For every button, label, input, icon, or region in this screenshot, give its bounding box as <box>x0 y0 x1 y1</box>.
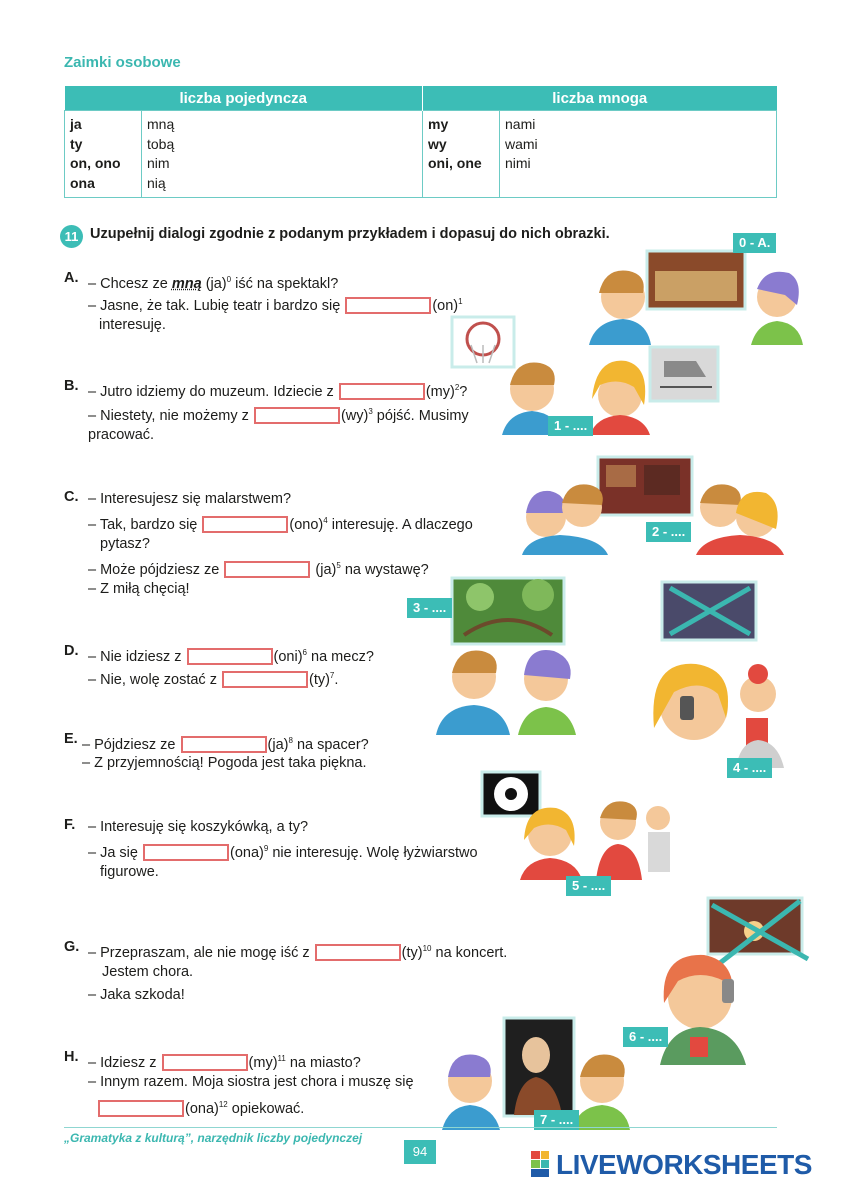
answer-box-1[interactable] <box>345 297 431 314</box>
picture-label-4: 4 - .... <box>727 758 772 778</box>
answer-box-6[interactable] <box>187 648 273 665</box>
dialog-f-line3: figurowe. <box>100 864 159 880</box>
illustration-park <box>430 575 590 735</box>
dialog-c-line3: pytasz? <box>100 536 150 552</box>
answer-box-4[interactable] <box>202 516 288 533</box>
answer-box-10[interactable] <box>315 944 401 961</box>
dialog-a-line2: – Jasne, że tak. Lubię teatr i bardzo się (on)$^1$ <box>88 297 463 314</box>
dialog-c-line4: – Może pójdziesz ze (ja)$^5$ na wystawę? <box>88 561 429 578</box>
answer-box-5[interactable] <box>224 561 310 578</box>
exercise-instruction: Uzupełnij dialogi zgodnie z podanym przykładem i dopasuj do nich obrazki. <box>90 226 610 242</box>
illustration-concert-sick <box>650 895 810 1065</box>
dialog-letter-g: G. <box>64 939 80 955</box>
dialog-letter-d: D. <box>64 643 79 659</box>
dialog-b-line1: – Jutro idziemy do muzeum. Idziecie z (my)$^2$? <box>88 383 468 400</box>
liveworksheets-logo-icon <box>531 1151 549 1177</box>
illustration-football <box>480 770 690 880</box>
dialog-c-line5: – Z miłą chęcią! <box>88 581 190 597</box>
dialog-c-line2: – Tak, bardzo się (ono)$^4$ interesuję. A dlaczego <box>88 516 473 533</box>
plural-forms: nami wami nimi <box>500 111 777 198</box>
picture-label-6: 6 - .... <box>623 1027 668 1047</box>
footer-text: „Gramatyka z kulturą”, narzędnik liczby pojedynczej <box>64 1131 363 1145</box>
pronoun-table <box>64 86 777 198</box>
plural-pronouns: my wy oni, one <box>423 111 500 198</box>
dialog-letter-h: H. <box>64 1049 79 1065</box>
dialog-g-line3: – Jaka szkoda! <box>88 987 185 1003</box>
header-singular: liczba pojedyncza <box>65 86 423 111</box>
answer-box-11[interactable] <box>162 1054 248 1071</box>
singular-pronouns: ja ty on, ono ona <box>65 111 142 198</box>
picture-label-7: 7 - .... <box>534 1110 579 1130</box>
dialog-letter-c: C. <box>64 489 79 505</box>
dialog-letter-b: B. <box>64 378 79 394</box>
answer-box-7[interactable] <box>222 671 308 688</box>
dialog-b-line2: – Niestety, nie możemy z (wy)$^3$ pójść. Musimy <box>88 407 469 424</box>
liveworksheets-brand: LIVEWORKSHEETS <box>556 1149 812 1180</box>
dialog-letter-e: E. <box>64 731 78 747</box>
dialog-h-line3: (ona)$^{12}$ opiekować. <box>97 1095 304 1119</box>
picture-label-3: 3 - .... <box>407 598 452 618</box>
singular-forms: mną tobą nim nią <box>142 111 423 198</box>
dialog-d-line2: – Nie, wolę zostać z (ty)$^7$. <box>88 671 339 688</box>
section-heading: Zaimki osobowe <box>64 54 181 71</box>
dialog-c-line1: – Interesujesz się malarstwem? <box>88 491 292 507</box>
dialog-g-line2: Jestem chora. <box>102 964 194 980</box>
dialog-letter-f: F. <box>64 817 76 833</box>
picture-label-1: 1 - .... <box>548 416 593 436</box>
dialog-d-line1: – Nie idziesz z (oni)$^6$ na mecz? <box>88 648 374 665</box>
dialog-h-line1: – Idziesz z (my)$^{11}$ na miasto? <box>88 1054 361 1071</box>
dialog-f-line2: – Ja się (ona)$^9$ nie interesuję. Wolę łyżwiarstwo <box>88 844 478 861</box>
dialog-f-line1: – Interesuję się koszykówką, a ty? <box>88 819 309 835</box>
page-number: 94 <box>404 1140 436 1164</box>
dialog-a-line3: interesuję. <box>99 317 166 333</box>
dialog-letter-a: A. <box>64 270 79 286</box>
header-plural: liczba mnoga <box>423 86 777 111</box>
dialog-h-line2: – Innym razem. Moja siostra jest chora i muszę się <box>88 1074 414 1090</box>
example-answer: mną <box>171 276 202 292</box>
answer-box-3[interactable] <box>254 407 340 424</box>
dialog-a-line1: – Chcesz ze mną (ja)$^0$ iść na spektakl? <box>88 275 339 292</box>
dialog-e-line1: – Pójdziesz ze (ja)$^8$ na spacer? <box>82 736 369 753</box>
answer-box-8[interactable] <box>181 736 267 753</box>
illustration-match-phone <box>640 578 790 768</box>
dialog-b-line3: pracować. <box>88 427 155 443</box>
picture-label-0: 0 - A. <box>733 233 776 253</box>
answer-box-12[interactable] <box>98 1100 184 1117</box>
picture-label-2: 2 - .... <box>646 522 691 542</box>
footer-divider <box>64 1127 777 1128</box>
picture-label-5: 5 - .... <box>566 876 611 896</box>
exercise-number: 11 <box>60 225 83 248</box>
dialog-g-line1: – Przepraszam, ale nie mogę iść z (ty)$^{10}$ na koncert. <box>88 944 508 961</box>
answer-box-2[interactable] <box>339 383 425 400</box>
dialog-e-line2: – Z przyjemnością! Pogoda jest taka piękna. <box>82 755 367 771</box>
answer-box-9[interactable] <box>143 844 229 861</box>
